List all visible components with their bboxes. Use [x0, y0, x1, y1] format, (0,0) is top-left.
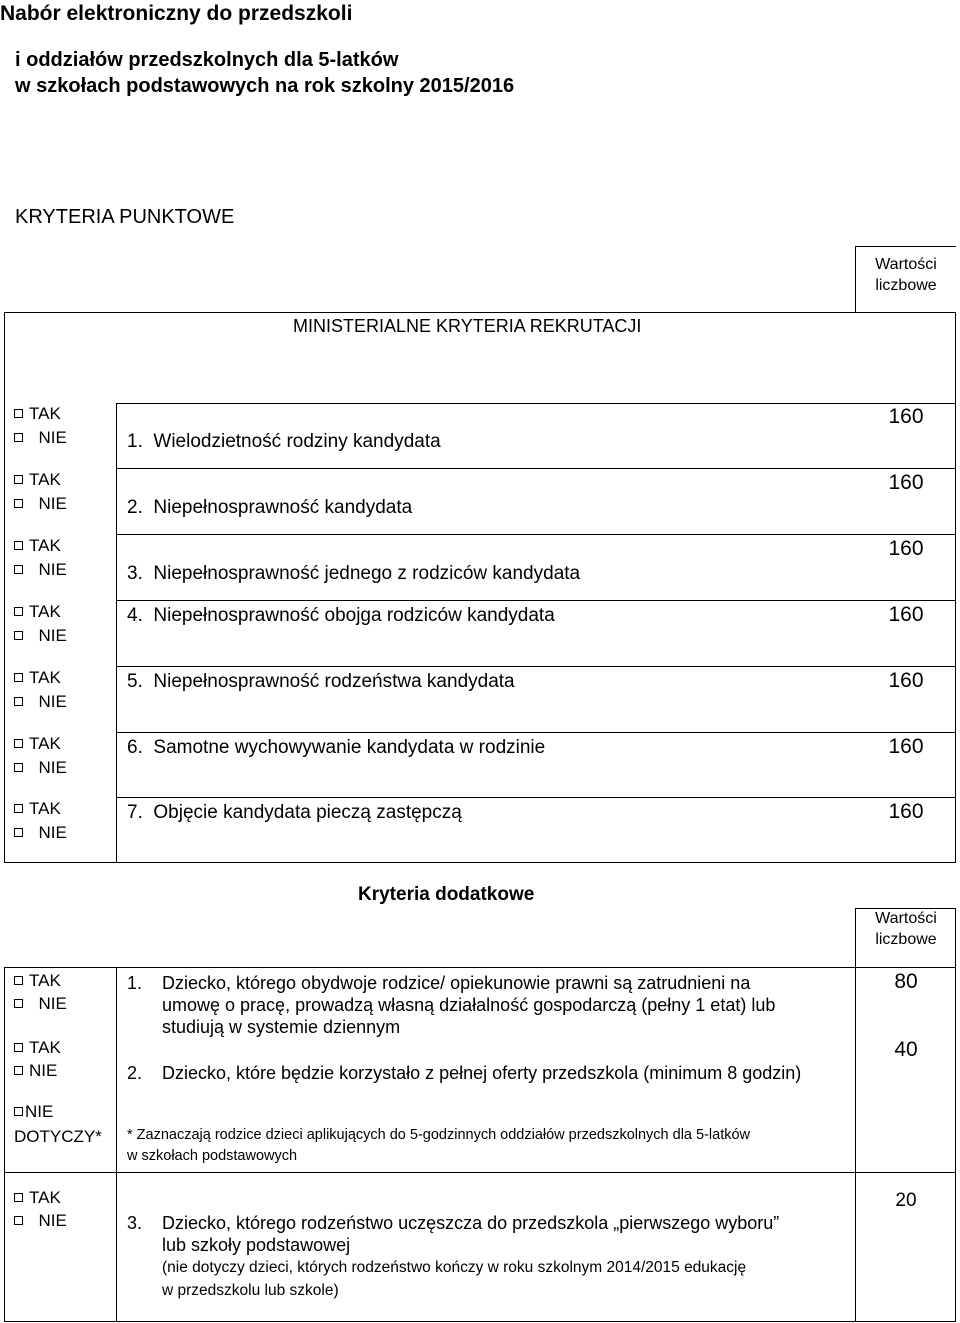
ministerial-criteria-table: [4, 246, 960, 863]
c2-yes-checkbox[interactable]: TAK: [14, 1037, 61, 1059]
values-header-additional: Wartości liczbowe: [875, 910, 937, 948]
ministerial-title: MINISTERIALNE KRYTERIA REKRUTACJI: [293, 316, 642, 336]
criterion-6-no-checkbox[interactable]: NIE: [14, 757, 67, 779]
section-label: KRYTERIA PUNKTOWE: [15, 206, 235, 228]
criterion-1-text: Dziecko, którego obydwoje rodzice/ opiekunowie prawni są zatrudnieni na umowę o pracę, prowadzą własną działalność gospodarczą (pełny 1 etat) lub studiują w systemie dziennym: [162, 973, 776, 1037]
applies-label: DOTYCZY*: [14, 1127, 102, 1146]
criterion-1-no-checkbox[interactable]: NIE: [14, 427, 67, 449]
criterion-1-value: 80: [894, 970, 918, 993]
criterion-4-text: 4. Niepełnosprawność obojga rodziców kandydata: [127, 605, 555, 626]
criterion-3-yes-checkbox[interactable]: TAK: [14, 535, 61, 557]
criterion-2-text: 2. Niepełnosprawność kandydata: [127, 497, 413, 518]
c1-no-checkbox[interactable]: NIE: [14, 993, 67, 1015]
values-header: Wartości liczbowe: [875, 256, 937, 294]
criterion-3-number: 3.: [127, 1213, 143, 1233]
criterion-5-value: 160: [888, 669, 924, 692]
document-title: Nabór elektroniczny do przedszkoli: [0, 2, 353, 25]
criterion-2-value: 160: [888, 471, 924, 494]
criterion-7-yes-checkbox[interactable]: TAK: [14, 798, 61, 820]
not-applicable-checkbox[interactable]: NIE: [14, 1101, 53, 1123]
criterion-5-yes-checkbox[interactable]: TAK: [14, 667, 61, 689]
criterion-1-number: 1.: [127, 973, 143, 993]
criterion-3-text: 3. Niepełnosprawność jednego z rodziców kandydata: [127, 563, 581, 584]
criterion-7-text: 7. Objęcie kandydata pieczą zastępczą: [127, 802, 462, 823]
criterion-2-yes-checkbox[interactable]: TAK: [14, 469, 61, 491]
criterion-7-no-checkbox[interactable]: NIE: [14, 822, 67, 844]
c3-no-checkbox[interactable]: NIE: [14, 1210, 67, 1232]
footnote: * Zaznaczają rodzice dzieci aplikujących do 5-godzinnych oddziałów przedszkolnych dla 5-latków w szkołach podstawowych: [127, 1127, 751, 1164]
criterion-1-yes-checkbox[interactable]: TAK: [14, 403, 61, 425]
criterion-4-yes-checkbox[interactable]: TAK: [14, 601, 61, 623]
criterion-2-value: 40: [894, 1038, 918, 1061]
criterion-1-value: 160: [888, 405, 924, 428]
document-subtitle-line1: i oddziałów przedszkolnych dla 5-latków: [15, 49, 399, 71]
criterion-4-no-checkbox[interactable]: NIE: [14, 625, 67, 647]
c3-yes-checkbox[interactable]: TAK: [14, 1187, 61, 1209]
criterion-5-text: 5. Niepełnosprawność rodzeństwa kandydata: [127, 671, 515, 692]
criterion-6-yes-checkbox[interactable]: TAK: [14, 733, 61, 755]
criterion-5-no-checkbox[interactable]: NIE: [14, 691, 67, 713]
criterion-3-no-checkbox[interactable]: NIE: [14, 559, 67, 581]
criterion-3-value: 160: [888, 537, 924, 560]
criterion-3-text: Dziecko, którego rodzeństwo uczęszcza do przedszkola „pierwszego wyboru” lub szkoły podstawowej: [162, 1213, 780, 1255]
document-subtitle-line2: w szkołach podstawowych na rok szkolny 2015/2016: [15, 75, 515, 97]
criterion-6-value: 160: [888, 735, 924, 758]
criterion-7-value: 160: [888, 800, 924, 823]
criterion-6-text: 6. Samotne wychowywanie kandydata w rodzinie: [127, 737, 546, 758]
criterion-2-text: Dziecko, które będzie korzystało z pełnej oferty przedszkola (minimum 8 godzin): [162, 1063, 802, 1083]
criterion-2-no-checkbox[interactable]: NIE: [14, 493, 67, 515]
criterion-3-value: 20: [895, 1190, 917, 1211]
criterion-1-text: 1. Wielodzietność rodziny kandydata: [127, 431, 441, 452]
c2-no-checkbox[interactable]: NIE: [14, 1060, 57, 1082]
criterion-3-note: (nie dotyczy dzieci, których rodzeństwo kończy w roku szkolnym 2014/2015 edukację w przedszkolu lub szkole): [162, 1259, 747, 1299]
criterion-2-number: 2.: [127, 1063, 143, 1083]
criterion-4-value: 160: [888, 603, 924, 626]
additional-title: Kryteria dodatkowe: [358, 884, 535, 905]
c1-yes-checkbox[interactable]: TAK: [14, 970, 61, 992]
